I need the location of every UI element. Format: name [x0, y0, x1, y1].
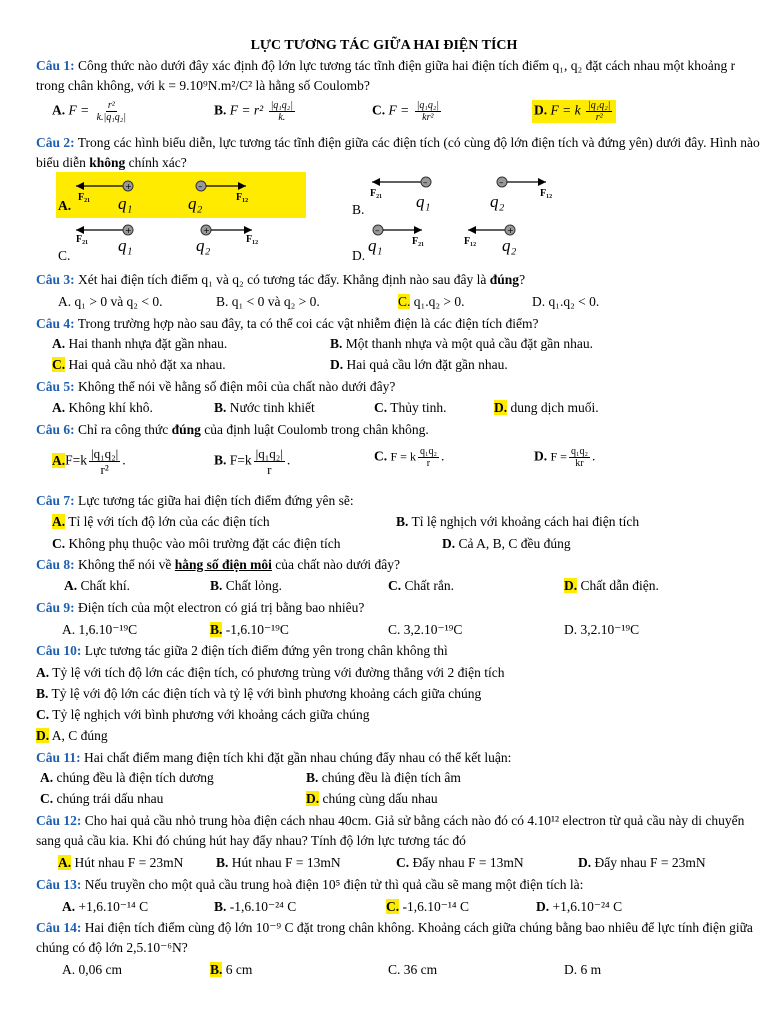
charge-label: q₁ [118, 236, 133, 255]
question-text: Trong trường hợp nào sau đây, ta có thể coi các vật nhiễm điện là các điện tích điểm? [77, 316, 539, 331]
charge-label: q₂ [490, 192, 505, 211]
option-c-answer [386, 897, 469, 917]
option-c: C. 36 cm [388, 962, 438, 977]
question-number: Câu 10: [36, 643, 82, 658]
option-a [36, 663, 505, 683]
option-label: A. [36, 665, 50, 680]
question-text-end: ? [519, 272, 526, 287]
option-b: B. F=k $\frac{\text{|q₁q₂|}}{r}$ . [214, 446, 291, 477]
question-text-end: của chất nào dưới đây? [271, 557, 400, 572]
force-label: F₁₂ [236, 192, 249, 203]
answer-label: A. [58, 855, 72, 870]
option-a [62, 897, 148, 917]
option-b [330, 334, 593, 354]
option-label: B. [330, 336, 343, 351]
arrowhead [538, 178, 546, 186]
question-text: Xét hai điện tích điểm q₁ và q₂ có tương tác đẩy. Khẳng định nào sau đây là [78, 272, 490, 287]
option-text: Tỷ lệ nghịch với bình phương với khoảng cách giữa chúng [49, 707, 370, 722]
question-text: Không thể nói về hằng số điện môi của chất nào dưới đây? [78, 379, 396, 394]
figure-a [56, 172, 306, 218]
answer-label: A. [52, 514, 66, 529]
option-text: Không phụ thuộc vào môi trường đặt các điện tích [65, 536, 341, 551]
emphasis: không [89, 155, 126, 170]
numerator: q₁q₂ [570, 446, 588, 457]
minus-sign: – [423, 178, 428, 188]
question-text-end: chính xác? [125, 155, 187, 170]
option-text: chúng đều là điện tích dương [53, 770, 214, 785]
answer-label: D. [564, 578, 578, 593]
formula-lhs: F = [68, 102, 90, 118]
question-6 [36, 420, 762, 440]
option-a [40, 768, 214, 788]
answer-label: C. [52, 357, 66, 372]
option-a: A. 1,6.10⁻¹⁹C [62, 622, 138, 637]
emphasis: đúng [171, 422, 201, 437]
question-number: Câu 5: [36, 379, 75, 394]
figure-d [350, 222, 600, 268]
fraction [586, 100, 612, 123]
option-text: -1,6.10⁻¹⁹C [222, 622, 289, 637]
option-text: +1,6.10⁻²⁴ C [549, 899, 623, 914]
question-number: Câu 6: [36, 422, 75, 437]
fraction [95, 100, 128, 123]
option-text: chúng đều là điện tích âm [318, 770, 461, 785]
question-8 [36, 555, 762, 575]
emphasis: hằng số điện môi [174, 557, 272, 572]
option-label: B. [214, 102, 227, 118]
option-a [52, 398, 153, 418]
answer-label: D. [36, 728, 50, 743]
fraction [418, 446, 439, 469]
charge-label: q₂ [502, 236, 517, 255]
option-text: chúng trái dấu nhau [53, 791, 164, 806]
option-text: Cả A, B, C đều đúng [455, 536, 571, 551]
option-b [214, 398, 315, 418]
option-a-answer [58, 853, 183, 873]
formula-prefix: k [574, 102, 581, 118]
option-text: Hai quả cầu nhỏ đặt xa nhau. [65, 357, 226, 372]
option-text: Nước tinh khiết [226, 400, 315, 415]
question-text-end: của định luật Coulomb trong chân không. [200, 422, 429, 437]
arrowhead [76, 226, 84, 234]
option-label: B. [216, 855, 229, 870]
minus-sign: – [198, 182, 203, 192]
option-a-answer [52, 512, 270, 532]
option-label: B. [214, 452, 227, 468]
question-12 [36, 811, 762, 851]
option-b: B. q₁ < 0 và q₂ > 0. [216, 294, 320, 309]
answer-label: A. [52, 452, 66, 468]
option-label: B. [36, 686, 49, 701]
plus-sign: + [507, 226, 514, 235]
option-label: C. [52, 536, 66, 551]
charge-label: q₁ [416, 192, 431, 211]
option-text: Không khí khô. [65, 400, 153, 415]
question-text: Không thể nói về [78, 557, 175, 572]
option-text: 6 cm [222, 962, 253, 977]
option-text: Đẩy nhau F = 13mN [409, 855, 524, 870]
option-b [214, 100, 297, 123]
option-label: B. [306, 770, 319, 785]
option-label: C. [374, 400, 388, 415]
option-d [330, 355, 508, 375]
option-label: A. [64, 578, 78, 593]
option-label: B. [210, 578, 223, 593]
answer-label: C. [398, 294, 411, 309]
option-d: D. q₁.q₂ < 0. [532, 294, 600, 309]
numerator: |q₁q₂| [255, 446, 283, 461]
force-label: F₂₁ [78, 192, 91, 203]
option-label: A. [52, 336, 66, 351]
option-a [64, 576, 130, 596]
option-c [388, 576, 454, 596]
numerator: |q₁q₂| [91, 446, 119, 461]
question-number: Câu 8: [36, 557, 75, 572]
question-number: Câu 2: [36, 135, 75, 150]
denominator: kr² [422, 112, 434, 123]
force-label: F₁₂ [246, 234, 259, 245]
option-text: -1,6.10⁻¹⁴ C [399, 899, 470, 914]
question-10 [36, 641, 762, 661]
option-a: A. 0,06 cm [62, 962, 122, 977]
option-label: C. [396, 855, 410, 870]
option-label: C. [36, 707, 50, 722]
question-11 [36, 748, 762, 768]
question-number: Câu 7: [36, 493, 75, 508]
force-label: F₁₂ [540, 188, 553, 199]
answer-label: B. [210, 622, 223, 637]
page-title: LỰC TƯƠNG TÁC GIỮA HAI ĐIỆN TÍCH [250, 38, 518, 53]
option-d-answer [494, 398, 599, 418]
question-number: Câu 11: [36, 750, 81, 765]
question-13 [36, 875, 762, 895]
arrowhead [76, 182, 84, 190]
question-number: Câu 9: [36, 600, 75, 615]
answer-label: B. [210, 962, 223, 977]
force-label: F₂₁ [412, 236, 425, 247]
option-d-answer [306, 789, 438, 809]
question-number: Câu 14: [36, 920, 82, 935]
force-label: F₂₁ [76, 234, 89, 245]
formula-prefix: r² [253, 102, 264, 118]
option-c [36, 705, 370, 725]
denominator: k.|q₁q₂| [96, 112, 126, 123]
answer-label: D. [494, 400, 508, 415]
option-d-answer [564, 576, 659, 596]
question-number: Câu 1: [36, 58, 75, 73]
option-text: Chất khí. [77, 578, 130, 593]
formula-lhs: F = [550, 449, 567, 464]
denominator: k. [278, 112, 286, 123]
question-text: Điện tích của một electron có giá trị bằng bao nhiêu? [78, 600, 365, 615]
option-label: D. [536, 899, 550, 914]
option-label: C. [388, 578, 402, 593]
question-text: Công thức nào dưới đây xác định độ lớn lực tương tác tĩnh điện giữa hai điện tích điểm q₁, q₂ đặt cách nhau một khoảng r trong chân không, với k = 9.10⁹N.m²/C² là hằng số Coulomb? [36, 58, 736, 93]
charge-label: q₂ [196, 236, 211, 255]
question-4 [36, 314, 762, 334]
denominator: r² [595, 112, 603, 123]
option-d [536, 897, 622, 917]
answer-label: C. [386, 899, 400, 914]
question-text: Lực tương tác giữa hai điện tích điểm đứng yên sẽ: [78, 493, 354, 508]
option-text: chúng cùng dấu nhau [319, 791, 438, 806]
numerator: |q₁q₂| [416, 100, 440, 111]
charge-label: q₁ [368, 236, 383, 255]
option-c-answer [52, 355, 226, 375]
option-label: B. [396, 514, 409, 529]
minus-sign: – [499, 178, 504, 188]
option-text: +1,6.10⁻¹⁴ C [75, 899, 149, 914]
option-label: D. [442, 536, 456, 551]
option-d: D. F = $\frac{\text{q₁q₂}}{kr}$ . [534, 446, 596, 469]
option-label: D. [534, 102, 548, 118]
option-text: Hai quả cầu lớn đặt gần nhau. [343, 357, 508, 372]
question-2 [36, 133, 762, 173]
question-14 [36, 918, 762, 958]
arrowhead [372, 178, 380, 186]
option-text: A, C đúng [49, 728, 108, 743]
option-d [578, 853, 706, 873]
plus-sign: + [125, 182, 132, 191]
force-diagram [350, 172, 600, 218]
option-label: D. [534, 448, 548, 464]
option-b-answer [210, 960, 252, 980]
option-c-answer [398, 292, 465, 312]
option-text: Chất dẫn điện. [577, 578, 659, 593]
formula-lhs: F = [550, 102, 572, 118]
option-text: Hai thanh nhựa đặt gần nhau. [65, 336, 228, 351]
option-label: A. [52, 400, 66, 415]
option-b [214, 897, 296, 917]
fraction [269, 100, 295, 123]
option-text: Tỷ lệ với tích độ lớn các điện tích, có phương trùng với đường thẳng với 2 điện tích [49, 665, 505, 680]
fraction [254, 446, 285, 477]
option-c [372, 100, 443, 123]
numerator: r² [107, 100, 115, 111]
option-label: A. [58, 198, 72, 213]
option-label: B. [352, 202, 365, 217]
option-label: C. [40, 791, 54, 806]
option-label: C. [372, 102, 386, 118]
option-b [396, 512, 639, 532]
numerator: |q₁q₂| [587, 100, 611, 111]
option-label: A. [62, 899, 76, 914]
option-text: -1,6.10⁻²⁴ C [226, 899, 297, 914]
option-b [306, 768, 461, 788]
question-5 [36, 377, 762, 397]
denominator: r [426, 458, 431, 469]
fraction [89, 446, 120, 477]
option-label: D. [352, 248, 366, 263]
option-a-answer: A.F=k $\frac{\text{|q₁q₂|}}{\text{r²}}$ . [52, 446, 126, 477]
option-c: C. 3,2.10⁻¹⁹C [388, 622, 463, 637]
question-text: Hai chất điểm mang điện tích khi đặt gần nhau chúng đẩy nhau có thể kết luận: [84, 750, 512, 765]
denominator: r [267, 462, 272, 477]
option-a [52, 100, 130, 123]
charge-label: q₁ [118, 194, 133, 213]
question-number: Câu 13: [36, 877, 82, 892]
formula-lhs: F = k [390, 449, 416, 464]
option-label: B. [214, 899, 227, 914]
arrowhead [244, 226, 252, 234]
option-label: D. [578, 855, 592, 870]
fraction [569, 446, 590, 469]
option-text: Tỷ lệ với độ lớn các điện tích và tỷ lệ với bình phương khoảng cách giữa chúng [48, 686, 482, 701]
formula-lhs: F = [229, 102, 251, 118]
question-text: Chỉ ra công thức [78, 422, 172, 437]
question-1 [36, 56, 762, 96]
option-label: C. [58, 248, 71, 263]
question-text: Lực tương tác giữa 2 điện tích điểm đứng yên trong chân không thì [84, 643, 448, 658]
question-text: Trong các hình biểu diễn, lực tương tác tĩnh điện giữa các điện tích (có cùng độ lớn điện tích và đứng yên) dưới đây. Hình nào biểu diễn [36, 135, 760, 170]
option-text: Đẩy nhau F = 23mN [591, 855, 706, 870]
emphasis: đúng [489, 272, 520, 287]
question-number: Câu 4: [36, 316, 75, 331]
plus-sign: + [203, 226, 210, 235]
figure-b [350, 172, 600, 218]
option-c [396, 853, 524, 873]
option-d-answer [532, 100, 616, 123]
denominator: kr [575, 458, 584, 469]
formula-lhs: F=k [229, 452, 252, 468]
arrowhead [414, 226, 422, 234]
plus-sign: + [125, 226, 132, 235]
option-text: dung dịch muối. [507, 400, 599, 415]
option-c: C. F = k $\frac{\text{q₁q₂}}{r}$ . [374, 446, 445, 469]
option-b-answer [210, 620, 289, 640]
option-d [442, 534, 571, 554]
question-text: Hai điện tích điểm cùng độ lớn 10⁻⁹ C đặt trong chân không. Khoảng cách giữa chúng bằng bao nhiêu để lực tính điện giữa chúng có độ lớn 2,5.10⁻⁶N? [36, 920, 753, 955]
option-a [52, 334, 227, 354]
option-label: A. [52, 102, 66, 118]
option-text: Một thanh nhựa và một quả cầu đặt gần nhau. [342, 336, 594, 351]
option-text: Chất lỏng. [222, 578, 283, 593]
option-text: Tỉ lệ nghịch với khoảng cách hai điện tích [408, 514, 640, 529]
charge-label: q₂ [188, 194, 203, 213]
numerator: |q₁q₂| [270, 100, 294, 111]
option-label: C. [374, 448, 388, 464]
option-label: D. [330, 357, 344, 372]
option-b [36, 684, 481, 704]
option-c [52, 534, 341, 554]
force-label: F₂₁ [370, 188, 383, 199]
option-d: D. 6 m [564, 962, 602, 977]
option-text: Tỉ lệ với tích độ lớn của các điện tích [65, 514, 270, 529]
option-d-answer [36, 726, 108, 746]
question-text: Cho hai quả cầu nhỏ trung hòa điện cách nhau 40cm. Giả sử bằng cách nào đó có 4.10¹² electron từ quả cầu này di chuyển sang quả cầu kia. Khi đó chúng hút hay đẩy nhau? Tính độ lớn lực tương tác đó [36, 813, 745, 848]
force-diagram [56, 222, 306, 268]
arrowhead [238, 182, 246, 190]
formula-lhs: F=k [65, 452, 87, 468]
option-a: A. q₁ > 0 và q₂ < 0. [58, 294, 163, 309]
option-text: Thủy tinh. [387, 400, 447, 415]
option-text: Hút nhau F = 23mN [71, 855, 184, 870]
option-d: D. 3,2.10⁻¹⁹C [564, 622, 640, 637]
numerator: q₁q₂ [419, 446, 437, 457]
option-label: B. [214, 400, 227, 415]
answer-label: D. [306, 791, 320, 806]
option-text: q₁.q₂ > 0. [410, 294, 465, 309]
question-number: Câu 3: [36, 272, 75, 287]
option-c [40, 789, 163, 809]
question-9 [36, 598, 762, 618]
fraction [415, 100, 441, 123]
question-7 [36, 491, 762, 511]
formula-lhs: F = [388, 102, 410, 118]
question-text: Nếu truyền cho một quả cầu trung hoà điện 10⁵ điện tử thì quả cầu sẽ mang một điện tích là: [84, 877, 584, 892]
option-b [216, 853, 341, 873]
force-diagram [56, 172, 306, 218]
question-number: Câu 12: [36, 813, 82, 828]
arrowhead [468, 226, 476, 234]
minus-sign: – [375, 226, 380, 236]
force-label: F₁₂ [464, 236, 477, 247]
denominator: r² [100, 462, 109, 477]
question-3 [36, 270, 762, 290]
option-label: A. [40, 770, 54, 785]
option-text: Chất rắn. [401, 578, 454, 593]
option-c [374, 398, 447, 418]
figure-c [56, 222, 306, 268]
option-text: Hút nhau F = 13mN [228, 855, 341, 870]
option-b [210, 576, 282, 596]
